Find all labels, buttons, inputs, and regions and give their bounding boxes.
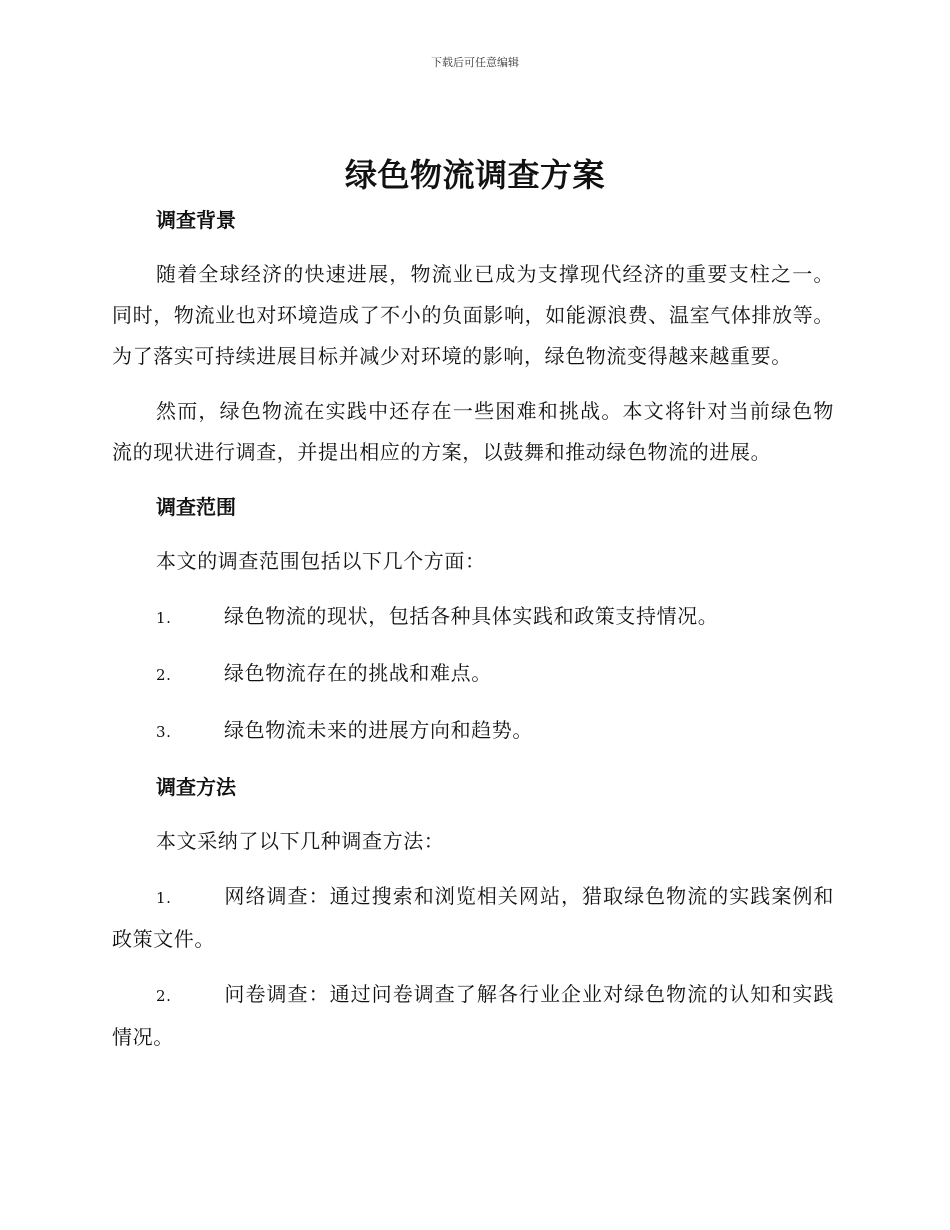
list-number: 1. [156, 889, 172, 907]
section-heading-background: 调查背景 [156, 208, 236, 232]
list-item-text: 网络调查：通过搜索和浏览相关网站，猎取绿色物流的实践案例和政策文件。 [112, 884, 834, 951]
paragraph: 本文的调查范围包括以下几个方面： [156, 549, 486, 573]
list-item-text: 绿色物流的现状，包括各种具体实践和政策支持情况。 [224, 604, 719, 628]
list-item [112, 876, 834, 960]
header-note: 下载后可任意编辑 [431, 56, 519, 69]
list-item-text: 绿色物流未来的进展方向和趋势。 [224, 718, 533, 742]
list-item [112, 974, 834, 1058]
paragraph: 本文采纳了以下几种调查方法： [156, 829, 445, 853]
paragraph: 随着全球经济的快速进展，物流业已成为支撑现代经济的重要支柱之一。同时，物流业也对环境造成了不小的负面影响，如能源浪费、温室气体排放等。为了落实可持续进展目标并减少对环境的影响，绿色物流变得越来越重要。 [112, 262, 834, 368]
list-number: 1. [156, 609, 172, 627]
list-item-text: 问卷调查：通过问卷调查了解各行业企业对绿色物流的认知和实践情况。 [112, 982, 834, 1049]
list-item-text: 绿色物流存在的挑战和难点。 [224, 661, 492, 685]
list-item [112, 653, 834, 696]
list-item [112, 596, 834, 639]
section-heading-method: 调查方法 [156, 775, 236, 799]
document-title: 绿色物流调查方案 [344, 156, 605, 194]
paragraph: 然而，绿色物流在实践中还存在一些困难和挑战。本文将针对当前绿色物流的现状进行调查，并提出相应的方案，以鼓舞和推动绿色物流的进展。 [112, 399, 834, 464]
section-heading-scope: 调查范围 [156, 495, 236, 519]
document-body [112, 200, 834, 1058]
list-number: 2. [156, 987, 172, 1005]
list-number: 2. [156, 666, 172, 684]
list-item [112, 710, 834, 753]
list-number: 3. [156, 723, 172, 741]
